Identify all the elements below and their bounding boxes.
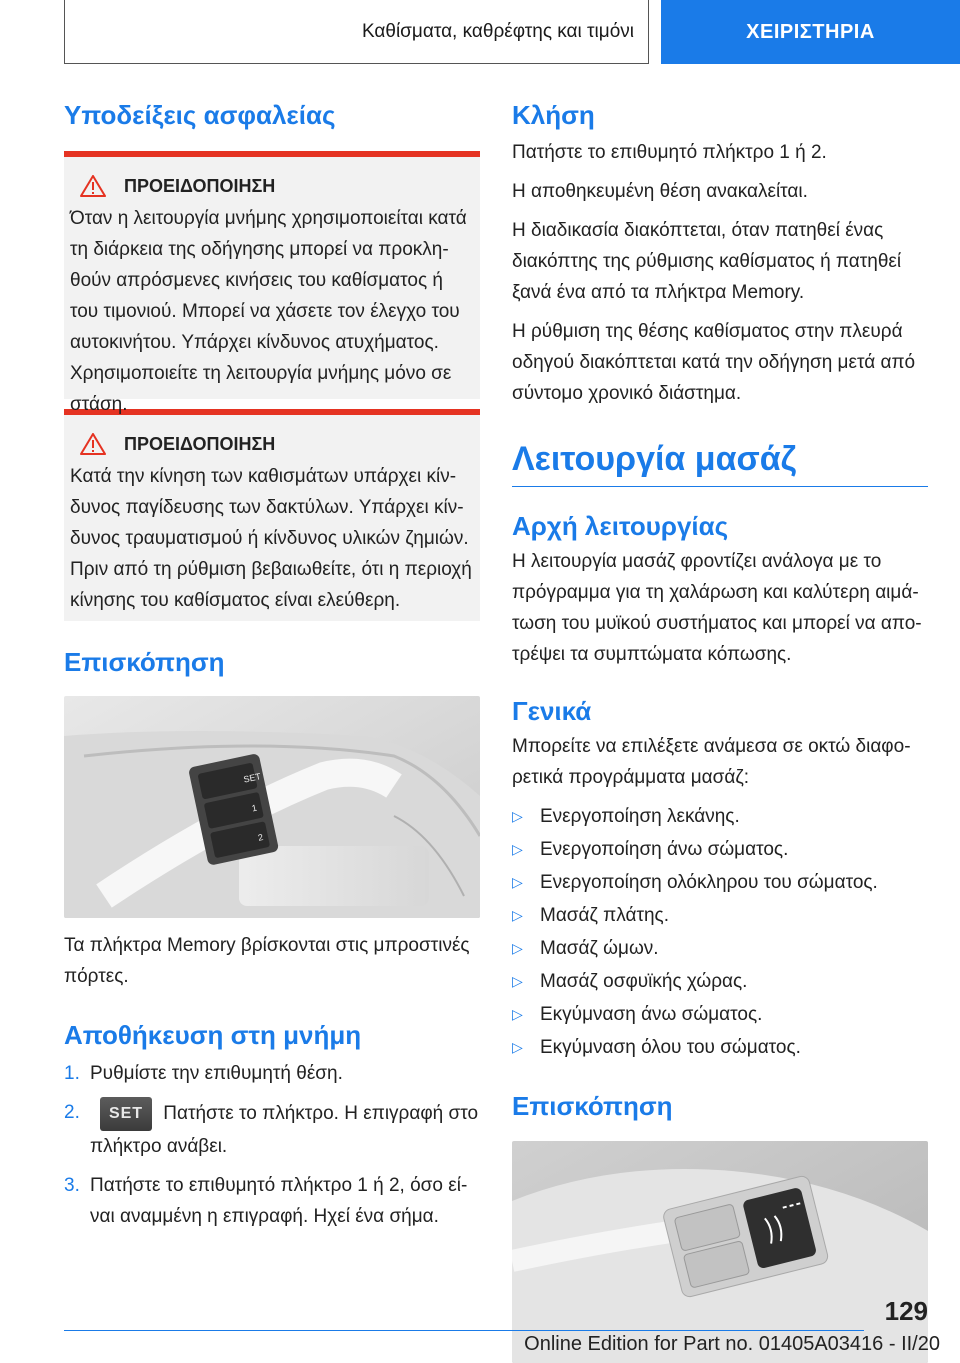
list-item (512, 801, 928, 832)
warning-header (80, 433, 474, 455)
program-label: Μασάζ πλάτης. (540, 905, 669, 927)
triangle-bullet-icon: ▷ (512, 907, 523, 924)
photo-caption: Τα πλήκτρα Memory βρίσκονται στις μπροστινές πόρτες. (64, 935, 470, 988)
step-item (64, 1170, 480, 1232)
step-text: Πατήστε το πλήκτρο. Η επιγραφή στο πλήκτρο ανάβει. (90, 1102, 479, 1157)
recall-paragraph: Η διαδικασία διακόπτεται, όταν πατηθεί ένας διακόπτης της ρύθμισης καθίσματος ή πατηθεί ξανά ένα από τα πλήκτρα Memory. (512, 220, 902, 304)
step-text: Πατήστε το επιθυμητό πλήκτρο 1 ή 2, όσο εί-ναι αναμμένη η επιγραφή. Ηχεί ένα σήμα. (90, 1174, 468, 1227)
list-item (512, 966, 928, 997)
store-title: Αποθήκευση στη μνήμη (64, 1020, 362, 1051)
step-number: 3. (64, 1174, 80, 1196)
set-button-icon: SET (100, 1097, 152, 1131)
list-item (512, 999, 928, 1030)
general-text: Μπορείτε να επιλέξετε ανάμεσα σε οκτώ διαφο-ρετικά προγράμματα μασάζ: (512, 736, 911, 789)
header-section-label: Καθίσματα, καθρέφτης και τιμόνι (361, 20, 634, 42)
program-label: Μασάζ οσφυϊκής χώρας. (540, 971, 748, 993)
program-label: Εκγύμναση όλου του σώματος. (540, 1037, 801, 1059)
step-number: 2. (64, 1101, 80, 1123)
warning-triangle-icon (80, 175, 106, 197)
massage-overview-title: Επισκόπηση (512, 1091, 673, 1122)
header-chapter-tab[interactable] (661, 0, 960, 64)
left-column (64, 100, 480, 1240)
recall-paragraph: Η αποθηκευμένη θέση ανακαλείται. (512, 181, 808, 203)
overview-title: Επισκόπηση (64, 647, 225, 678)
list-item (512, 900, 928, 931)
recall-title: Κλήση (512, 100, 595, 130)
step-text-wrap (90, 1097, 480, 1162)
step-text: Ρυθμίστε την επιθυμητή θέση. (90, 1062, 343, 1084)
step-number: 1. (64, 1062, 80, 1084)
safety-title: Υποδείξεις ασφαλείας (64, 100, 336, 130)
recall-paragraph: Πατήστε το επιθυμητό πλήκτρο 1 ή 2. (512, 142, 827, 164)
program-label: Ενεργοποίηση ολόκληρου του σώματος. (540, 872, 878, 894)
warning-triangle-icon (80, 433, 106, 455)
triangle-bullet-icon: ▷ (512, 874, 523, 891)
door-panel-illustration (64, 696, 480, 918)
warning-text: Κατά την κίνηση των καθισμάτων υπάρχει κίν-δυνος παγίδευσης των δακτύλων. Υπάρχει κίν-δυνος τραυματισμού ή κίνδυνος υλικών ζημιών. Πριν από τη ρύθμιση βεβαιωθείτε, ότι η περιοχή κίνησης του καθίσματος είναι ελεύθερη. (70, 466, 472, 612)
triangle-bullet-icon: ▷ (512, 940, 523, 957)
triangle-bullet-icon: ▷ (512, 1039, 523, 1056)
principle-title: Αρχή λειτουργίας (512, 510, 729, 541)
triangle-bullet-icon: ▷ (512, 1006, 523, 1023)
memory-buttons-photo (64, 696, 480, 918)
footer-edition: Online Edition for Part no. 01405A03416 - II/20 (524, 1333, 940, 1355)
step-item (64, 1097, 480, 1162)
triangle-bullet-icon: ▷ (512, 841, 523, 858)
header-chapter-label: ΧΕΙΡΙΣΤΗΡΙΑ (746, 20, 875, 43)
triangle-bullet-icon: ▷ (512, 973, 523, 990)
massage-program-list (512, 801, 928, 1063)
list-item (512, 1032, 928, 1063)
warning-box-2 (64, 409, 480, 621)
photo-set-label: SET (242, 771, 262, 785)
header-section-title (64, 0, 649, 64)
triangle-bullet-icon: ▷ (512, 808, 523, 825)
massage-section-title: Λειτουργία μασάζ (512, 439, 928, 487)
warning-box-1 (64, 151, 480, 416)
photo-two-label: 2 (257, 832, 265, 844)
step-item (64, 1058, 480, 1089)
photo-one-label: 1 (250, 803, 258, 814)
warning-label: ΠΡΟΕΙΔΟΠΟΙΗΣΗ (124, 175, 276, 196)
principle-text: Η λειτουργία μασάζ φροντίζει ανάλογα με το πρόγραμμα για τη χαλάρωση και καλύτερη αιμά-τωση του μυϊκού συστήματος και μπορεί να απο-τρέψει τα συμπτώματα κόπωσης. (512, 551, 922, 666)
program-label: Ενεργοποίηση λεκάνης. (540, 806, 740, 828)
warning-label: ΠΡΟΕΙΔΟΠΟΙΗΣΗ (124, 433, 276, 454)
program-label: Εκγύμναση άνω σώματος. (540, 1004, 763, 1026)
warning-text: Όταν η λειτουργία μνήμης χρησιμοποιείται κατά τη διάρκεια της οδήγησης μπορεί να προκλη-θούν απρόσμενες κινήσεις του καθίσματος ή του τιμονιού. Μπορεί να χάσετε τον έλεγχο του αυτοκινήτου. Υπάρχει κίνδυνος ατυχήματος. Χρησιμοποιείτε τη λειτουργία μνήμης μόνο σε στάση. (70, 208, 467, 416)
page-number: 129 (884, 1296, 928, 1326)
store-steps (64, 1058, 480, 1232)
program-label: Μασάζ ώμων. (540, 938, 659, 960)
right-column (512, 100, 928, 1363)
footer-divider (64, 1330, 864, 1331)
list-item (512, 867, 928, 898)
recall-paragraph: Η ρύθμιση της θέσης καθίσματος στην πλευρά οδηγού διακόπτεται κατά την οδήγηση μετά από σύντομο χρονικό διάστημα. (512, 321, 916, 405)
warning-header (80, 175, 474, 197)
list-item (512, 933, 928, 964)
list-item (512, 834, 928, 865)
program-label: Ενεργοποίηση άνω σώματος. (540, 839, 789, 861)
general-title: Γενικά (512, 696, 592, 727)
